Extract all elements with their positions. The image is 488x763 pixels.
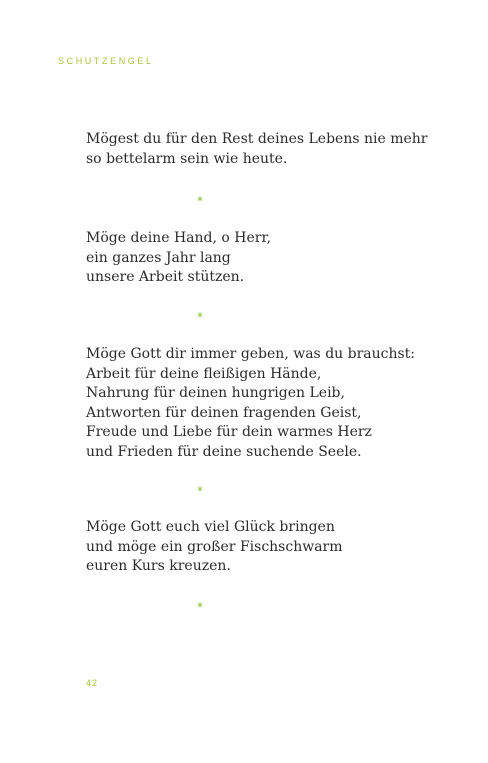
stanza-line: Möge Gott dir immer geben, was du brauchst:	[86, 346, 416, 362]
stanza-line: Nahrung für deinen hungrigen Leib,	[86, 385, 345, 402]
stanza-line: und Frieden für deine suchende Seele.	[86, 443, 362, 460]
blessing-stanza-1	[86, 130, 428, 169]
asterisk-separator: *	[197, 600, 203, 614]
asterisk-separator: *	[197, 310, 203, 324]
running-head: SCHUTZENGEL	[58, 56, 154, 66]
stanza-line: Arbeit für deine fleißigen Hände,	[86, 365, 322, 382]
stanza-line: Möge Gott euch viel Glück bringen	[86, 519, 335, 535]
stanza-line: Mögest du für den Rest deines Lebens nie mehr	[86, 131, 428, 147]
blessing-stanza-4	[86, 518, 416, 577]
stanza-line: so bettelarm sein wie heute.	[86, 150, 288, 167]
stanza-line: euren Kurs kreuzen.	[86, 558, 231, 575]
asterisk-separator: *	[197, 194, 203, 208]
stanza-line: ein ganzes Jahr lang	[86, 249, 231, 266]
stanza-line: und möge ein großer Fischschwarm	[86, 538, 343, 555]
stanza-line: Freude und Liebe für dein warmes Herz	[86, 424, 372, 441]
blessing-stanza-3	[86, 345, 416, 463]
stanza-line: Antworten für deinen fragenden Geist,	[86, 404, 362, 421]
blessing-stanza-2	[86, 229, 416, 288]
stanza-line: unsere Arbeit stützen.	[86, 269, 245, 286]
stanza-line: Möge deine Hand, o Herr,	[86, 230, 272, 246]
asterisk-separator: *	[197, 484, 203, 498]
page-number: 42	[86, 678, 99, 688]
